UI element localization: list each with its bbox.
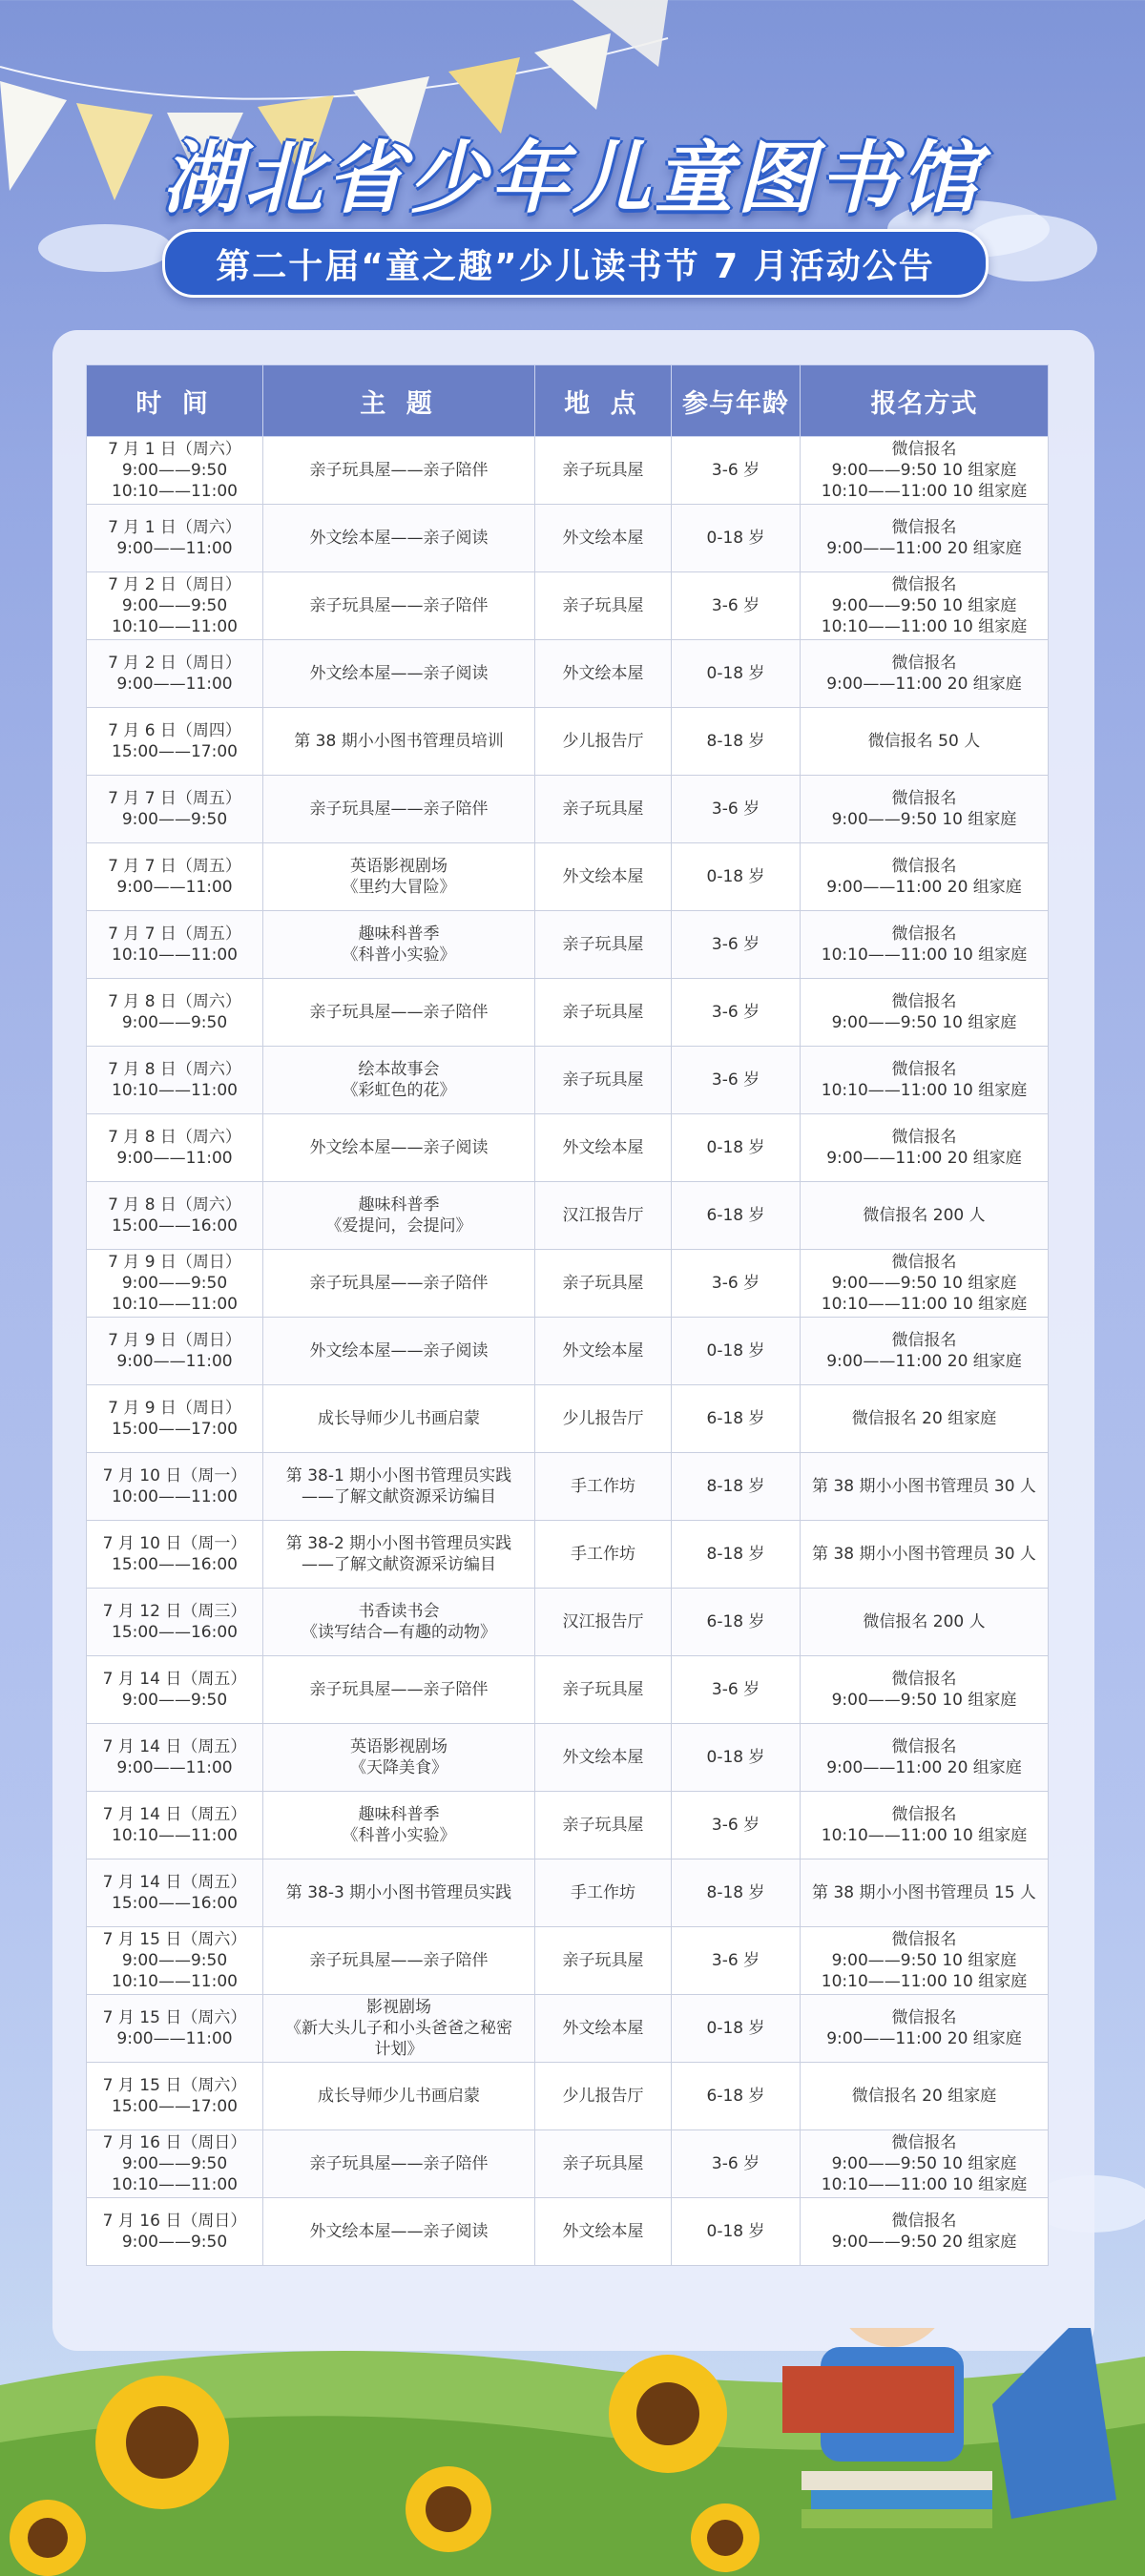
cell-age: 0-18 岁	[672, 1724, 801, 1792]
cell-signup: 微信报名 50 人	[801, 708, 1049, 776]
cell-theme: 第 38-3 期小小图书管理员实践	[263, 1859, 535, 1927]
cell-age: 0-18 岁	[672, 843, 801, 911]
header-age: 参与年龄	[672, 365, 801, 437]
cell-theme: 亲子玩具屋——亲子陪伴	[263, 572, 535, 640]
cell-place: 外文绘本屋	[535, 1995, 672, 2063]
cell-theme: 外文绘本屋——亲子阅读	[263, 640, 535, 708]
table-header-row	[87, 365, 1049, 437]
table-row	[87, 1589, 1049, 1656]
table-row	[87, 505, 1049, 572]
cell-place: 少儿报告厅	[535, 1385, 672, 1453]
cell-place: 亲子玩具屋	[535, 572, 672, 640]
cell-place: 外文绘本屋	[535, 1318, 672, 1385]
cell-time: 7 月 9 日（周日） 15:00——17:00	[87, 1385, 263, 1453]
table-row	[87, 1724, 1049, 1792]
cell-theme: 亲子玩具屋——亲子陪伴	[263, 776, 535, 843]
cell-place: 亲子玩具屋	[535, 2130, 672, 2198]
table-row	[87, 1927, 1049, 1995]
cell-signup: 微信报名 9:00——9:50 10 组家庭 10:10——11:00 10 组家庭	[801, 1927, 1049, 1995]
cell-time: 7 月 16 日（周日） 9:00——9:50	[87, 2198, 263, 2266]
cell-signup: 微信报名 9:00——9:50 10 组家庭	[801, 1656, 1049, 1724]
table-row	[87, 1047, 1049, 1114]
cell-signup: 微信报名 200 人	[801, 1589, 1049, 1656]
cell-theme: 趣味科普季 《科普小实验》	[263, 1792, 535, 1859]
schedule-table	[86, 364, 1049, 2266]
cell-age: 0-18 岁	[672, 1318, 801, 1385]
cell-place: 汉江报告厅	[535, 1182, 672, 1250]
cell-theme: 影视剧场 《新大头儿子和小头爸爸之秘密 计划》	[263, 1995, 535, 2063]
table-row	[87, 1385, 1049, 1453]
subtitle-text: 第二十届“童之趣”少儿读书节 7 月活动公告	[216, 246, 935, 286]
cell-time: 7 月 14 日（周五） 15:00——16:00	[87, 1859, 263, 1927]
table-row	[87, 1792, 1049, 1859]
cell-place: 手工作坊	[535, 1521, 672, 1589]
cell-time: 7 月 14 日（周五） 9:00——9:50	[87, 1656, 263, 1724]
cell-signup: 微信报名 9:00——9:50 10 组家庭 10:10——11:00 10 组家庭	[801, 572, 1049, 640]
cell-theme: 成长导师少儿书画启蒙	[263, 2063, 535, 2130]
cell-age: 6-18 岁	[672, 1589, 801, 1656]
header-theme: 主 题	[263, 365, 535, 437]
table-row	[87, 979, 1049, 1047]
cell-time: 7 月 8 日（周六） 15:00——16:00	[87, 1182, 263, 1250]
cell-place: 汉江报告厅	[535, 1589, 672, 1656]
cell-time: 7 月 15 日（周六） 15:00——17:00	[87, 2063, 263, 2130]
cell-place: 外文绘本屋	[535, 505, 672, 572]
cell-signup: 微信报名 9:00——9:50 10 组家庭	[801, 979, 1049, 1047]
cell-age: 0-18 岁	[672, 640, 801, 708]
cell-theme: 成长导师少儿书画启蒙	[263, 1385, 535, 1453]
cell-time: 7 月 6 日（周四） 15:00——17:00	[87, 708, 263, 776]
table-row	[87, 911, 1049, 979]
cell-signup: 微信报名 9:00——9:50 10 组家庭 10:10——11:00 10 组家庭	[801, 2130, 1049, 2198]
cell-age: 8-18 岁	[672, 1521, 801, 1589]
cell-signup: 第 38 期小小图书管理员 30 人	[801, 1521, 1049, 1589]
cell-theme: 亲子玩具屋——亲子陪伴	[263, 979, 535, 1047]
cell-signup: 微信报名 9:00——9:50 10 组家庭 10:10——11:00 10 组家庭	[801, 437, 1049, 505]
cell-theme: 外文绘本屋——亲子阅读	[263, 1318, 535, 1385]
cell-time: 7 月 8 日（周六） 9:00——9:50	[87, 979, 263, 1047]
cell-signup: 微信报名 9:00——11:00 20 组家庭	[801, 505, 1049, 572]
cell-place: 亲子玩具屋	[535, 1047, 672, 1114]
cell-time: 7 月 16 日（周日） 9:00——9:50 10:10——11:00	[87, 2130, 263, 2198]
table-row	[87, 437, 1049, 505]
cell-signup: 微信报名 9:00——9:50 10 组家庭	[801, 776, 1049, 843]
cell-theme: 亲子玩具屋——亲子陪伴	[263, 1656, 535, 1724]
cell-time: 7 月 10 日（周一） 10:00——11:00	[87, 1453, 263, 1521]
table-row	[87, 2130, 1049, 2198]
cell-time: 7 月 7 日（周五） 9:00——9:50	[87, 776, 263, 843]
cell-time: 7 月 12 日（周三） 15:00——16:00	[87, 1589, 263, 1656]
table-row	[87, 1453, 1049, 1521]
table-row	[87, 640, 1049, 708]
reading-boy-illustration	[782, 2328, 1116, 2528]
cell-age: 3-6 岁	[672, 1250, 801, 1318]
page-title: 湖北省少年儿童图书馆	[162, 134, 983, 224]
table-row	[87, 708, 1049, 776]
cell-place: 亲子玩具屋	[535, 1250, 672, 1318]
cell-place: 亲子玩具屋	[535, 776, 672, 843]
table-row	[87, 1995, 1049, 2063]
cell-place: 外文绘本屋	[535, 640, 672, 708]
table-row	[87, 1250, 1049, 1318]
cell-signup: 微信报名 10:10——11:00 10 组家庭	[801, 911, 1049, 979]
cell-theme: 外文绘本屋——亲子阅读	[263, 1114, 535, 1182]
cell-age: 3-6 岁	[672, 776, 801, 843]
cell-age: 6-18 岁	[672, 1385, 801, 1453]
cloud-decoration	[38, 224, 172, 272]
cell-age: 3-6 岁	[672, 1792, 801, 1859]
table-row	[87, 1656, 1049, 1724]
cell-signup: 第 38 期小小图书管理员 15 人	[801, 1859, 1049, 1927]
cell-place: 外文绘本屋	[535, 843, 672, 911]
cell-age: 3-6 岁	[672, 1656, 801, 1724]
header-signup: 报名方式	[801, 365, 1049, 437]
cell-time: 7 月 9 日（周日） 9:00——9:50 10:10——11:00	[87, 1250, 263, 1318]
cell-age: 3-6 岁	[672, 437, 801, 505]
cell-signup: 微信报名 9:00——9:50 10 组家庭 10:10——11:00 10 组家庭	[801, 1250, 1049, 1318]
cell-time: 7 月 2 日（周日） 9:00——11:00	[87, 640, 263, 708]
cell-signup: 微信报名 9:00——11:00 20 组家庭	[801, 1724, 1049, 1792]
cell-place: 少儿报告厅	[535, 708, 672, 776]
cell-time: 7 月 1 日（周六） 9:00——11:00	[87, 505, 263, 572]
cell-time: 7 月 15 日（周六） 9:00——11:00	[87, 1995, 263, 2063]
cell-theme: 英语影视剧场 《里约大冒险》	[263, 843, 535, 911]
cell-signup: 微信报名 10:10——11:00 10 组家庭	[801, 1047, 1049, 1114]
cell-age: 6-18 岁	[672, 1182, 801, 1250]
cell-theme: 第 38 期小小图书管理员培训	[263, 708, 535, 776]
cell-theme: 趣味科普季 《爱提问，会提问》	[263, 1182, 535, 1250]
cell-place: 亲子玩具屋	[535, 979, 672, 1047]
cell-time: 7 月 14 日（周五） 9:00——11:00	[87, 1724, 263, 1792]
cell-age: 3-6 岁	[672, 1047, 801, 1114]
cell-time: 7 月 15 日（周六） 9:00——9:50 10:10——11:00	[87, 1927, 263, 1995]
cell-signup: 微信报名 20 组家庭	[801, 1385, 1049, 1453]
cell-theme: 趣味科普季 《科普小实验》	[263, 911, 535, 979]
cell-theme: 外文绘本屋——亲子阅读	[263, 2198, 535, 2266]
cell-theme: 亲子玩具屋——亲子陪伴	[263, 437, 535, 505]
cell-theme: 第 38-1 期小小图书管理员实践 ——了解文献资源采访编目	[263, 1453, 535, 1521]
cell-signup: 微信报名 9:00——9:50 20 组家庭	[801, 2198, 1049, 2266]
cell-age: 3-6 岁	[672, 1927, 801, 1995]
cell-time: 7 月 1 日（周六） 9:00——9:50 10:10——11:00	[87, 437, 263, 505]
cell-place: 手工作坊	[535, 1859, 672, 1927]
cell-time: 7 月 10 日（周一） 15:00——16:00	[87, 1521, 263, 1589]
cell-age: 0-18 岁	[672, 505, 801, 572]
table-row	[87, 2198, 1049, 2266]
table-row	[87, 1318, 1049, 1385]
cell-age: 3-6 岁	[672, 911, 801, 979]
cell-time: 7 月 9 日（周日） 9:00——11:00	[87, 1318, 263, 1385]
cell-time: 7 月 8 日（周六） 10:10——11:00	[87, 1047, 263, 1114]
cell-place: 亲子玩具屋	[535, 1927, 672, 1995]
schedule-body	[87, 437, 1049, 2266]
cell-time: 7 月 7 日（周五） 10:10——11:00	[87, 911, 263, 979]
cell-place: 亲子玩具屋	[535, 1792, 672, 1859]
cell-age: 0-18 岁	[672, 2198, 801, 2266]
cell-place: 亲子玩具屋	[535, 437, 672, 505]
cell-theme: 亲子玩具屋——亲子陪伴	[263, 2130, 535, 2198]
table-row	[87, 1521, 1049, 1589]
cell-place: 手工作坊	[535, 1453, 672, 1521]
table-row	[87, 2063, 1049, 2130]
table-row	[87, 1859, 1049, 1927]
cell-place: 少儿报告厅	[535, 2063, 672, 2130]
header-place: 地 点	[535, 365, 672, 437]
cell-age: 3-6 岁	[672, 979, 801, 1047]
cell-age: 0-18 岁	[672, 1114, 801, 1182]
cell-signup: 微信报名 20 组家庭	[801, 2063, 1049, 2130]
cell-theme: 绘本故事会 《彩虹色的花》	[263, 1047, 535, 1114]
table-row	[87, 776, 1049, 843]
cell-theme: 第 38-2 期小小图书管理员实践 ——了解文献资源采访编目	[263, 1521, 535, 1589]
cell-place: 亲子玩具屋	[535, 1656, 672, 1724]
cell-time: 7 月 2 日（周日） 9:00——9:50 10:10——11:00	[87, 572, 263, 640]
cell-signup: 微信报名 9:00——11:00 20 组家庭	[801, 1114, 1049, 1182]
cell-place: 外文绘本屋	[535, 2198, 672, 2266]
cell-place: 亲子玩具屋	[535, 911, 672, 979]
meadow-illustration	[0, 2328, 1145, 2576]
cell-signup: 微信报名 9:00——11:00 20 组家庭	[801, 1318, 1049, 1385]
cell-time: 7 月 8 日（周六） 9:00——11:00	[87, 1114, 263, 1182]
header-time: 时 间	[87, 365, 263, 437]
cell-age: 0-18 岁	[672, 1995, 801, 2063]
cell-signup: 微信报名 9:00——11:00 20 组家庭	[801, 640, 1049, 708]
table-row	[87, 1182, 1049, 1250]
table-row	[87, 843, 1049, 911]
cell-age: 3-6 岁	[672, 2130, 801, 2198]
cell-theme: 英语影视剧场 《天降美食》	[263, 1724, 535, 1792]
cell-theme: 书香读书会 《读写结合—有趣的动物》	[263, 1589, 535, 1656]
table-row	[87, 572, 1049, 640]
cell-time: 7 月 7 日（周五） 9:00——11:00	[87, 843, 263, 911]
cell-age: 8-18 岁	[672, 708, 801, 776]
cell-signup: 微信报名 9:00——11:00 20 组家庭	[801, 843, 1049, 911]
cell-place: 外文绘本屋	[535, 1114, 672, 1182]
cell-theme: 外文绘本屋——亲子阅读	[263, 505, 535, 572]
cell-place: 外文绘本屋	[535, 1724, 672, 1792]
cell-signup: 第 38 期小小图书管理员 30 人	[801, 1453, 1049, 1521]
table-row	[87, 1114, 1049, 1182]
cell-theme: 亲子玩具屋——亲子陪伴	[263, 1250, 535, 1318]
cell-age: 3-6 岁	[672, 572, 801, 640]
cell-age: 8-18 岁	[672, 1453, 801, 1521]
cell-theme: 亲子玩具屋——亲子陪伴	[263, 1927, 535, 1995]
cell-time: 7 月 14 日（周五） 10:10——11:00	[87, 1792, 263, 1859]
cell-signup: 微信报名 200 人	[801, 1182, 1049, 1250]
cell-signup: 微信报名 10:10——11:00 10 组家庭	[801, 1792, 1049, 1859]
subtitle-banner	[162, 229, 989, 298]
cell-signup: 微信报名 9:00——11:00 20 组家庭	[801, 1995, 1049, 2063]
cell-age: 6-18 岁	[672, 2063, 801, 2130]
cell-age: 8-18 岁	[672, 1859, 801, 1927]
